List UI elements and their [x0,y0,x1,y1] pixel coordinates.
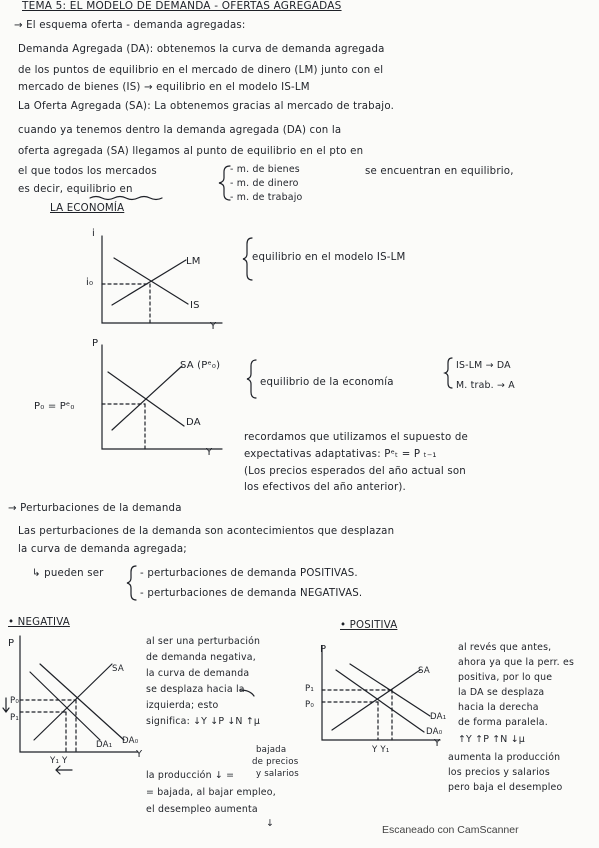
negativa-y-ticks: Y₁ Y [50,756,68,766]
graph2-note: equilibrio de la economía [260,377,394,388]
positiva-explain: ahora ya que la perr. es [458,657,575,668]
positiva-label: • POSITIVA [340,620,398,631]
positiva-axes [322,646,443,740]
positiva-explain: al revés que antes, [458,642,552,653]
negativa-axes [20,636,138,752]
graph2-level-label: P₀ = Pᵉ₀ [34,401,75,412]
intro-line: La Oferta Agregada (SA): La obtenemos gracias al mercado de trabajo. [18,101,395,112]
market-item: - m. de trabajo [230,192,303,203]
graph2-curve-da: DA [186,417,201,428]
perturb-type: - perturbaciones de demanda POSITIVAS. [140,568,358,579]
negativa-result: el desempleo aumenta [146,804,258,815]
perturb-line: la curva de demanda agregada; [18,544,187,555]
negativa-da1: DA₁ [96,740,113,750]
recordamos-line: recordamos que utilizamos el supuesto de [244,432,468,443]
perturb-type: - perturbaciones de demanda NEGATIVAS. [140,588,363,599]
positiva-explain: ↑Y ↑P ↑N ↓μ [458,734,525,745]
negativa-sa: SA [112,664,124,674]
negativa-label: • NEGATIVA [8,617,70,628]
negativa-y-label: P [8,638,15,649]
positiva-y-label: P [320,644,327,655]
intro-line: el que todos los mercados [18,166,157,177]
intro-line: → El esquema oferta - demanda agregadas: [14,20,246,31]
negativa-explain: izquierda; esto [146,700,219,711]
recordamos-line: los efectivos del año anterior). [244,482,406,493]
intro-line: cuando ya tenemos dentro la demanda agregada (DA) con la [18,125,342,136]
negativa-da1-curve [30,672,100,740]
positiva-explain: de forma paralela. [458,717,548,728]
graph1-lm-curve [112,260,186,305]
negativa-x-label: Y [136,749,143,760]
negativa-arrow-p [3,698,9,712]
brace-graph2 [247,360,256,398]
intro-line: de los puntos de equilibrio en el mercado de dinero (LM) junto con el [18,65,384,76]
markets-tail: se encuentran en equilibrio, [365,166,514,177]
recordamos-line: expectativas adaptativas: Pᵉₜ = P ₜ₋₁ [244,449,437,460]
intro-line: Demanda Agregada (DA): obtenemos la curva de demanda agregada [18,44,385,55]
brace-markets [219,166,230,200]
positiva-sa-curve [332,670,420,730]
graph1-axes [102,236,222,323]
graph2-case: M. trab. → A [456,380,515,391]
graph2-y-label: P [92,338,99,349]
positiva-p1: P₁ [305,684,315,694]
negativa-bajada: de precios [252,757,299,767]
brace-perturb [127,566,136,600]
graph2-axes [102,345,222,449]
graph1-curve-lm: LM [186,256,201,267]
brace-graph1 [243,238,252,280]
positiva-result: aumenta la producción [448,752,561,763]
graph2-da-curve [108,372,184,426]
perturb-pueden: ↳ pueden ser [32,568,104,579]
positiva-y-ticks: Y Y₁ [372,745,390,755]
intro-line: mercado de bienes (IS) → equilibrio en el modelo IS-LM [18,82,310,93]
page-title: TEMA 5: EL MODELO DE DEMANDA - OFERTAS AGREGADAS [22,0,342,12]
perturb-heading: → Perturbaciones de la demanda [8,503,182,514]
graph2-case: IS-LM → DA [456,360,511,371]
wavy-underline [90,197,162,200]
negativa-explain: de demanda negativa, [146,652,256,663]
positiva-explain: hacia la derecha [458,702,539,713]
scanner-footer: Escaneado con CamScanner [382,824,519,836]
negativa-da0: DA₀ [122,736,139,746]
negativa-da0-curve [40,664,124,740]
negativa-pointer [240,690,254,696]
negativa-arrow-y [56,766,72,774]
positiva-explain: positiva, por lo que [458,672,553,683]
positiva-p0: P₀ [305,700,315,710]
positiva-da0: DA₀ [426,727,443,737]
intro-line: oferta agregada (SA) llegamos al punto de equilibrio en el pto en [18,146,364,157]
negativa-bajada: y salarios [256,769,299,779]
graph1-x-label: Y [210,321,217,332]
negativa-result: ↓ [266,818,275,829]
graph1-level-label: i₀ [86,277,94,288]
graph2-sa-curve [112,366,182,430]
market-item: - m. de dinero [230,178,299,189]
market-item: - m. de bienes [230,164,300,175]
decir-line: es decir, equilibrio en [18,184,133,195]
brace-cases [445,358,452,388]
positiva-result: pero baja el desempleo [448,782,563,793]
positiva-sa: SA [418,666,430,676]
negativa-explain: la curva de demanda [146,668,250,679]
negativa-p0: P₀ [10,696,20,706]
economia-label: LA ECONOMÍA [50,203,125,214]
negativa-sa-curve [34,664,112,740]
graph2-x-label: Y [206,447,213,458]
negativa-explain: se desplaza hacia la [146,684,245,695]
negativa-explain: al ser una perturbación [146,636,261,647]
positiva-x-label: Y [434,738,441,749]
positiva-explain: la DA se desplaza [458,687,545,698]
positiva-da0-curve [336,670,424,732]
graph1-y-label: i [92,228,95,239]
perturb-line: Las perturbaciones de la demanda son acontecimientos que desplazan [18,526,395,537]
negativa-explain: significa: ↓Y ↓P ↓N ↑μ [146,716,261,727]
graph1-note: equilibrio en el modelo IS-LM [252,252,406,263]
negativa-result: = bajada, al bajar empleo, [146,787,276,798]
recordamos-line: (Los precios esperados del año actual son [244,466,466,477]
negativa-result: la producción ↓ = [146,770,235,781]
graph1-curve-is: IS [190,300,200,311]
negativa-p1: P₁ [10,713,20,723]
graph2-curve-sa: SA (Pᵉ₀) [180,360,221,371]
negativa-bajada: bajada [256,745,287,755]
positiva-da1: DA₁ [430,712,447,722]
positiva-result: los precios y salarios [448,767,550,778]
